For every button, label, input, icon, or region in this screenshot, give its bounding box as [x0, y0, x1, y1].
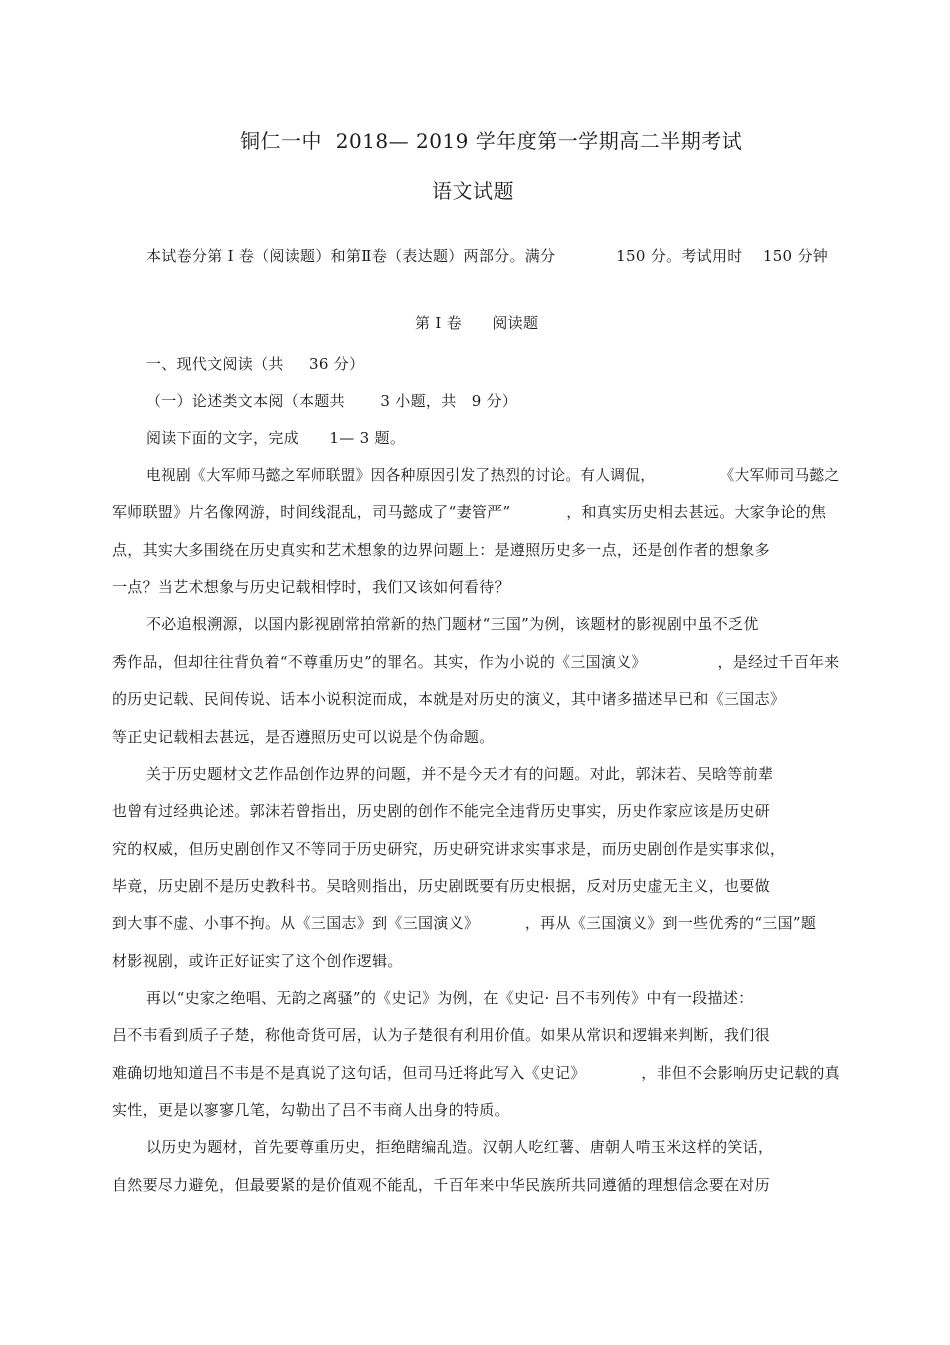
section-title: 第 I 卷 阅读题: [415, 314, 539, 332]
text-line: 的历史记载、民间传说、话本小说积淀而成，本就是对历史的演义，其中诸多描述早已和《三国志》: [112, 690, 786, 708]
text-line: 不必追根溯源，以国内影视剧常拍常新的热门题材“三国”为例，该题材的影视剧中虽不乏优: [146, 615, 759, 633]
text-line: 点，其实大多围绕在历史真实和艺术想象的边界问题上：是遵照历史多一点，还是创作者的想象多: [112, 541, 770, 559]
exam-title: 铜仁一中 2018— 2019 学年度第一学期高二半期考试: [240, 129, 743, 153]
text-line: 再以“史家之绝唱、无韵之离骚”的《史记》为例，在《史记· 吕不韦列传》中有一段描述：: [146, 989, 754, 1007]
text-line: 也曾有过经典论述。郭沫若曾指出，历史剧的创作不能完全违背历史事实，历史作家应该是历史研: [112, 802, 770, 820]
subject-title: 语文试题: [432, 179, 514, 203]
text-line: 实性，更是以寥寥几笔，勾勒出了吕不韦商人出身的特质。: [112, 1101, 510, 1119]
text-line: 究的权威，但历史剧创作又不等同于历史研究，历史研究讲求实事求是，而历史剧创作是实事求似，: [112, 840, 786, 858]
text-line: 毕竟，历史剧不是历史教科书。吴晗则指出，历史剧既要有历史根据，反对历史虚无主义，也要做: [112, 877, 770, 895]
text-line: 阅读下面的文字，完成 1— 3 题。: [146, 429, 406, 447]
text-line: 一点？当艺术想象与历史记载相悖时，我们又该如何看待？: [112, 578, 510, 596]
text-line: 到大事不虚、小事不拘。从《三国志》到《三国演义》 ，再从《三国演义》到一些优秀的“三国”题: [112, 914, 817, 932]
text-line: 秀作品，但却往往背负着“不尊重历史”的罪名。其实，作为小说的《三国演义》 ，是经过千百年来: [112, 653, 840, 671]
text-line: 电视剧《大军师马懿之军师联盟》因各种原因引发了热烈的讨论。有人调侃， 《大军师司马懿之: [146, 466, 840, 484]
exam-intro: 本试卷分第 I 卷（阅读题）和第Ⅱ卷（表达题）两部分。满分 150 分。考试用时 150 分钟: [146, 247, 829, 265]
text-line: 难确切地知道吕不韦是不是真说了这句话，但司马迁将此写入《史记》 ，非但不会影响历史记载的真: [112, 1064, 840, 1082]
text-line: 材影视剧，或许正好证实了这个创作逻辑。: [112, 952, 403, 970]
text-line: 以历史为题材，首先要尊重历史，拒绝瞎编乱造。汉朝人吃红薯、唐朝人啃玉米这样的笑话，: [146, 1138, 774, 1156]
text-line: 自然要尽力避免，但最要紧的是价值观不能乱，千百年来中华民族所共同遵循的理想信念要在对历: [112, 1176, 770, 1194]
text-line: 军师联盟》片名像网游，时间线混乱，司马懿成了“妻管严” ，和真实历史相去甚远。大家争论的焦: [112, 503, 827, 521]
text-line: 吕不韦看到质子子楚，称他奇货可居，认为子楚很有利用价值。如果从常识和逻辑来判断，我们很: [112, 1026, 770, 1044]
text-line: （一）论述类文本阅（本题共 3 小题，共 9 分）: [146, 392, 518, 410]
text-line: 一、现代文阅读（共 36 分）: [146, 355, 365, 373]
text-line: 关于历史题材文艺作品创作边界的问题，并不是今天才有的问题。对此，郭沫若、吴晗等前辈: [146, 765, 774, 783]
text-line: 等正史记载相去甚远，是否遵照历史可以说是个伪命题。: [112, 728, 495, 746]
